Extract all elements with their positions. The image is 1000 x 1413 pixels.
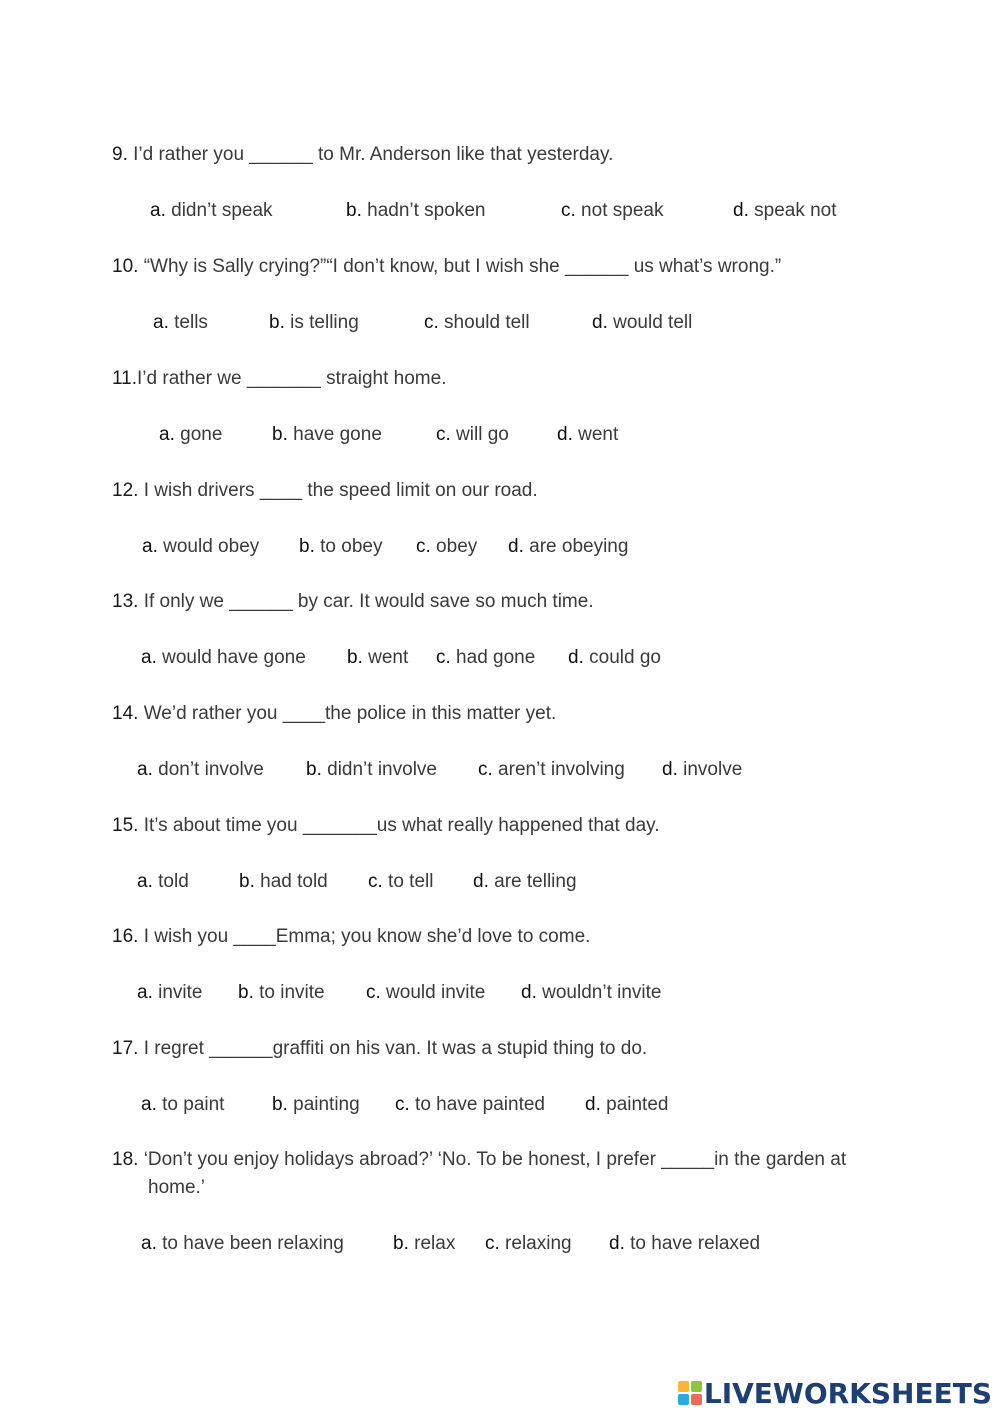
option-d[interactable]: d. involve xyxy=(662,759,743,780)
question-12 xyxy=(112,477,932,505)
question-number: 15. xyxy=(112,815,139,836)
question-11 xyxy=(112,365,932,393)
question-18-continuation xyxy=(148,1174,968,1202)
question-number: 17. xyxy=(112,1038,139,1059)
question-text: I wish you ____Emma; you know she’d love to come. xyxy=(138,926,591,947)
question-number: 12. xyxy=(112,480,139,501)
question-16 xyxy=(112,923,932,951)
option-d[interactable]: d. are telling xyxy=(473,871,577,892)
option-d[interactable]: d. wouldn’t invite xyxy=(521,982,662,1003)
option-b[interactable]: b. is telling xyxy=(269,312,359,333)
question-18 xyxy=(112,1146,932,1174)
option-c[interactable]: c. obey xyxy=(416,536,478,557)
question-text: If only we ______ by car. It would save so much time. xyxy=(138,591,594,612)
option-c[interactable]: c. would invite xyxy=(366,982,486,1003)
option-b[interactable]: b. to invite xyxy=(238,982,325,1003)
question-text: “Why is Sally crying?”“I don’t know, but I wish she ______ us what’s wrong.” xyxy=(138,256,782,277)
option-a[interactable]: a. didn’t speak xyxy=(150,200,273,221)
option-c[interactable]: c. to have painted xyxy=(395,1094,545,1115)
option-d[interactable]: d. would tell xyxy=(592,312,693,333)
option-d[interactable]: d. speak not xyxy=(733,200,837,221)
option-a[interactable]: a. invite xyxy=(137,982,203,1003)
option-b[interactable]: b. went xyxy=(347,647,409,668)
question-text: I’d rather you ______ to Mr. Anderson like that yesterday. xyxy=(127,144,614,165)
option-b[interactable]: b. hadn’t spoken xyxy=(346,200,486,221)
option-c[interactable]: c. aren’t involving xyxy=(478,759,625,780)
question-number: 10. xyxy=(112,256,139,277)
option-d[interactable]: d. could go xyxy=(568,647,661,668)
question-number: 11. xyxy=(112,368,138,389)
question-number: 16. xyxy=(112,926,139,947)
option-d[interactable]: d. painted xyxy=(585,1094,669,1115)
question-10 xyxy=(112,253,932,281)
question-text: We’d rather you ____the police in this matter yet. xyxy=(138,703,557,724)
option-b[interactable]: b. painting xyxy=(272,1094,360,1115)
question-text: It’s about time you _______us what really happened that day. xyxy=(138,815,660,836)
question-17 xyxy=(112,1035,932,1063)
logo-text: LIVEWORKSHEETS xyxy=(703,1376,992,1410)
question-13 xyxy=(112,588,932,616)
question-text: I regret ______graffiti on his van. It was a stupid thing to do. xyxy=(138,1038,648,1059)
option-c[interactable]: c. should tell xyxy=(424,312,530,333)
option-d[interactable]: d. to have relaxed xyxy=(609,1233,761,1254)
option-a[interactable]: a. tells xyxy=(153,312,208,333)
option-c[interactable]: c. not speak xyxy=(561,200,664,221)
option-a[interactable]: a. to paint xyxy=(141,1094,225,1115)
liveworksheets-mark-icon xyxy=(678,1381,702,1405)
question-number: 18. xyxy=(112,1149,139,1170)
question-text: I’d rather we _______ straight home. xyxy=(137,368,447,389)
liveworksheets-logo xyxy=(678,1376,992,1410)
option-c[interactable]: c. had gone xyxy=(436,647,536,668)
option-c[interactable]: c. relaxing xyxy=(485,1233,572,1254)
option-c[interactable]: c. will go xyxy=(436,424,509,445)
option-d[interactable]: d. went xyxy=(557,424,619,445)
option-c[interactable]: c. to tell xyxy=(368,871,434,892)
option-a[interactable]: a. don’t involve xyxy=(137,759,264,780)
option-a[interactable]: a. would obey xyxy=(142,536,260,557)
question-text: I wish drivers ____ the speed limit on our road. xyxy=(138,480,538,501)
question-15 xyxy=(112,812,932,840)
question-text-line-2: home.’ xyxy=(148,1177,206,1198)
option-b[interactable]: b. to obey xyxy=(299,536,383,557)
question-number: 14. xyxy=(112,703,139,724)
option-a[interactable]: a. to have been relaxing xyxy=(141,1233,344,1254)
question-14 xyxy=(112,700,932,728)
question-number: 13. xyxy=(112,591,139,612)
option-b[interactable]: b. didn’t involve xyxy=(306,759,437,780)
question-number: 9. xyxy=(112,144,128,165)
option-d[interactable]: d. are obeying xyxy=(508,536,629,557)
option-a[interactable]: a. gone xyxy=(159,424,223,445)
option-a[interactable]: a. told xyxy=(137,871,189,892)
question-9 xyxy=(112,141,932,169)
option-b[interactable]: b. have gone xyxy=(272,424,382,445)
question-text: ‘Don’t you enjoy holidays abroad?’ ‘No. To be honest, I prefer _____in the garden at xyxy=(138,1149,847,1170)
option-a[interactable]: a. would have gone xyxy=(141,647,306,668)
option-b[interactable]: b. had told xyxy=(239,871,328,892)
option-b[interactable]: b. relax xyxy=(393,1233,456,1254)
